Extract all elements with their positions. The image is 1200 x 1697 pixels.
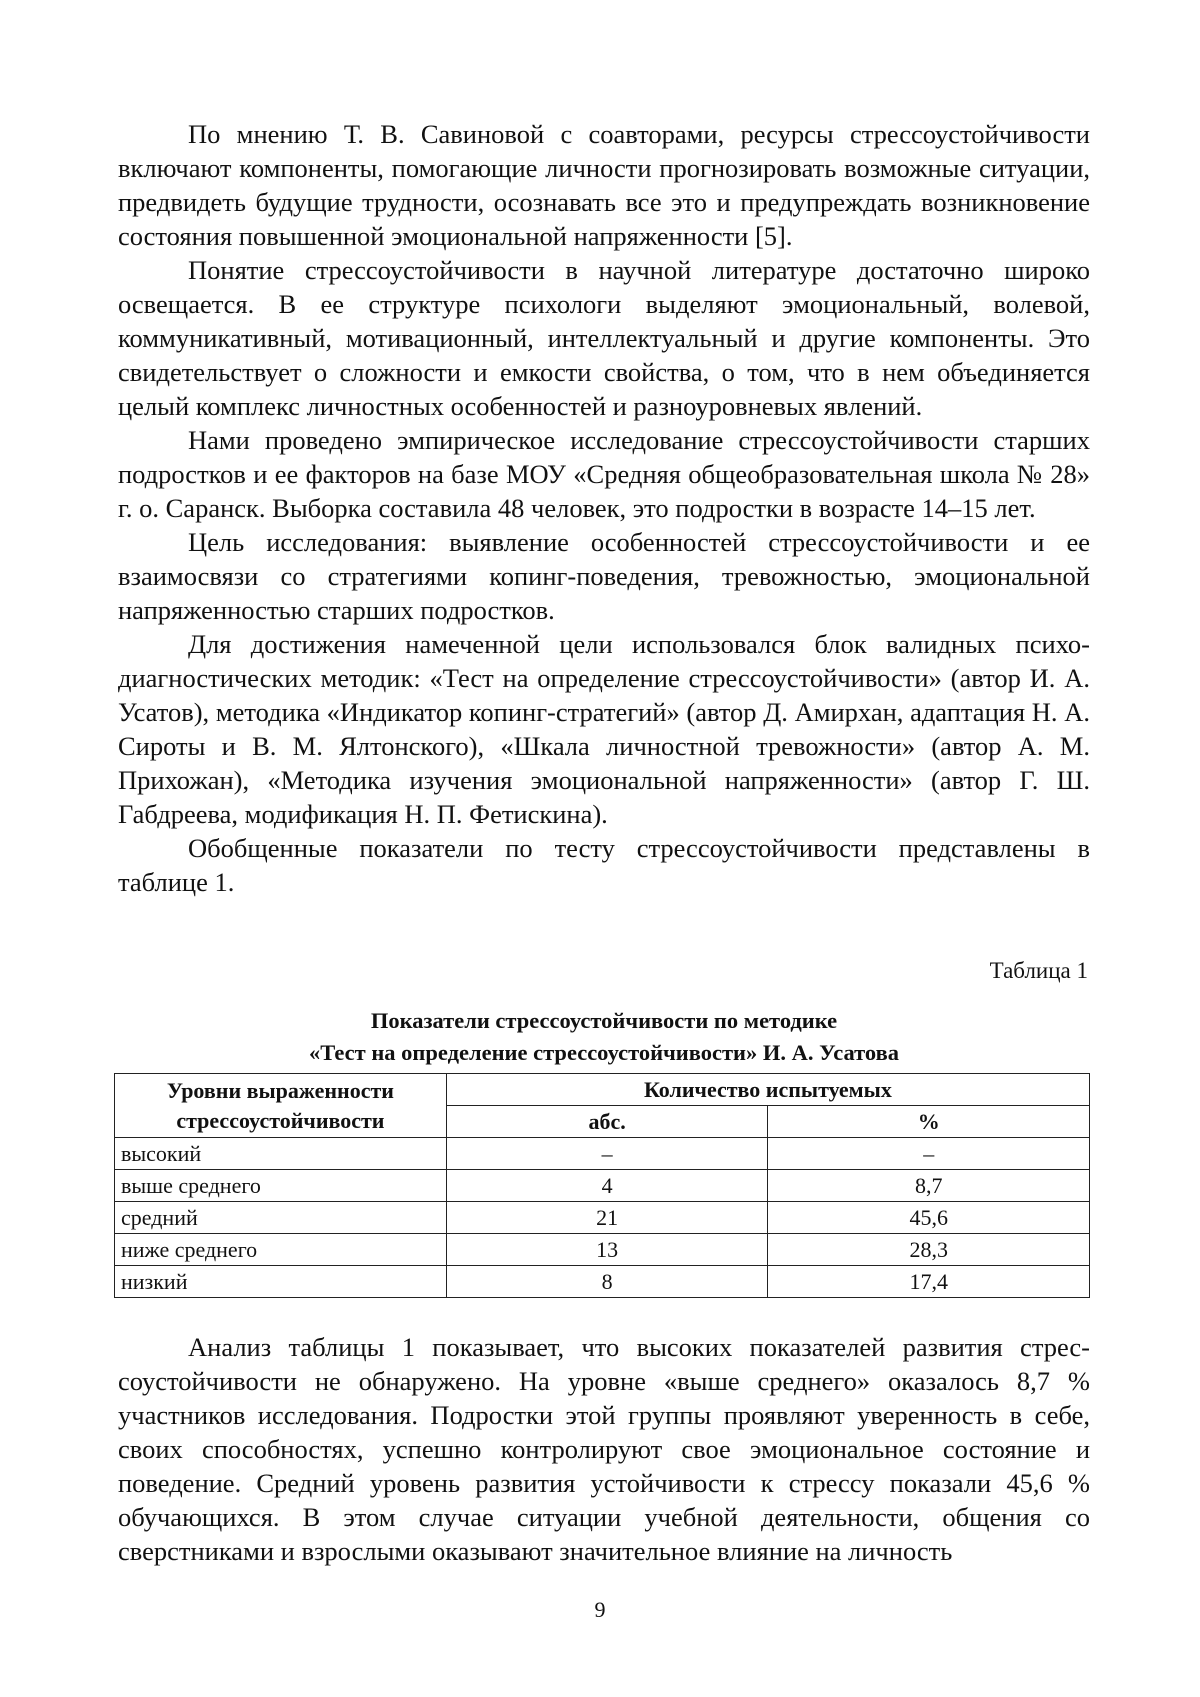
cell-level: низкий: [115, 1266, 447, 1298]
paragraph-3: Нами проведено эмпирическое исследование стрессоустойчивости старших подростков и ее факторов на базе МОУ «Средняя общеобразовательная школа № 28» г. о. Саранск. Выборка составила 48 человек, это подростки в возрасте 14–15 лет.: [118, 425, 1090, 523]
body-text-top: [118, 117, 1090, 899]
table-row: [115, 1170, 1090, 1202]
cell-abs: 4: [446, 1170, 768, 1202]
table-label: Таблица 1: [989, 958, 1088, 983]
paragraph-1: По мнению Т. В. Савиновой с соавторами, ресурсы стрессоустойчивости включают компоненты, помогающие личности прогнозировать возможные ситуации, предвидеть будущие трудности, осознавать все это и предупреждать возникновение состояния повышенной эмоциональной напряженности [5].: [118, 119, 1090, 251]
paragraph-4: Цель исследования: выявление особенностей стрессоустойчивости и ее взаимосвязи со стратегиями копинг-поведения, тревожностью, эмоциональной напряженностью старших подростков.: [118, 527, 1090, 625]
table-row: [115, 1234, 1090, 1266]
paragraph-5: Для достижения намеченной цели использовался блок валидных психодиагностических методик: «Тест на определение стрессоустойчивости» (автор И. А. Усатов), методика «Индикатор копинг-стратегий» (автор Д. Амирхан, адаптация Н. А. Сироты и В. М. Ялтонского), «Шкала личностной тревожности» (автор А. М. Прихожан), «Методика изучения эмоциональной напряженности» (автор Г. Ш. Габдреева, модификация Н. П. Фетискина).: [118, 629, 1090, 829]
header-level: Уровни выраженности стрессоустойчивости: [115, 1074, 447, 1138]
cell-abs: –: [446, 1138, 768, 1170]
header-pct: %: [768, 1106, 1090, 1138]
cell-level: выше среднего: [115, 1170, 447, 1202]
stress-resistance-table: [114, 1073, 1090, 1298]
cell-abs: 13: [446, 1234, 768, 1266]
cell-abs: 8: [446, 1266, 768, 1298]
table-row: [115, 1138, 1090, 1170]
table-title-line-2: «Тест на определение стрессоустойчивости» И. А. Усатова: [309, 1040, 899, 1065]
cell-level: средний: [115, 1202, 447, 1234]
table-title: [118, 1005, 1090, 1069]
table-title-line-1: Показатели стрессоустойчивости по методике: [370, 1008, 838, 1033]
header-abs: абс.: [446, 1106, 768, 1138]
cell-pct: 45,6: [768, 1202, 1090, 1234]
cell-level: ниже среднего: [115, 1234, 447, 1266]
cell-level: высокий: [115, 1138, 447, 1170]
table-row: [115, 1266, 1090, 1298]
table-header-row-1: [115, 1074, 1090, 1106]
cell-pct: 17,4: [768, 1266, 1090, 1298]
paragraph-6: Обобщенные показатели по тесту стрессоустойчивости представлены в таблице 1.: [118, 833, 1090, 897]
paragraph-2: Понятие стрессоустойчивости в научной литературе достаточно широко освещается. В ее структуре психологи выделяют эмоциональный, волевой, коммуникативный, мотивационный, интеллектуальный и другие компоненты. Это свидетельствует о сложности и емкости свойства, о том, что в нем объединяется целый комплекс личностных особенностей и разноуровневых явлений.: [118, 255, 1090, 421]
header-count: Количество испытуемых: [446, 1074, 1089, 1106]
paragraph-7: Анализ таблицы 1 показывает, что высоких показателей развития стрессоустойчивости не обнаружено. На уровне «выше среднего» оказалось 8,7 % участников исследования. Подростки этой группы проявляют уверенность в себе, своих способностях, успешно контролируют свое эмоциональное состояние и поведение. Средний уровень развития устойчивости к стрессу показали 45,6 % обучающихся. В этом случае ситуации учебной деятельности, общения со сверстниками и взрослыми оказывают значительное влияние на личность: [118, 1332, 1090, 1566]
cell-pct: –: [768, 1138, 1090, 1170]
body-text-bottom: [118, 1330, 1090, 1568]
page-number: 9: [594, 1597, 606, 1622]
table-row: [115, 1202, 1090, 1234]
cell-pct: 8,7: [768, 1170, 1090, 1202]
cell-pct: 28,3: [768, 1234, 1090, 1266]
cell-abs: 21: [446, 1202, 768, 1234]
